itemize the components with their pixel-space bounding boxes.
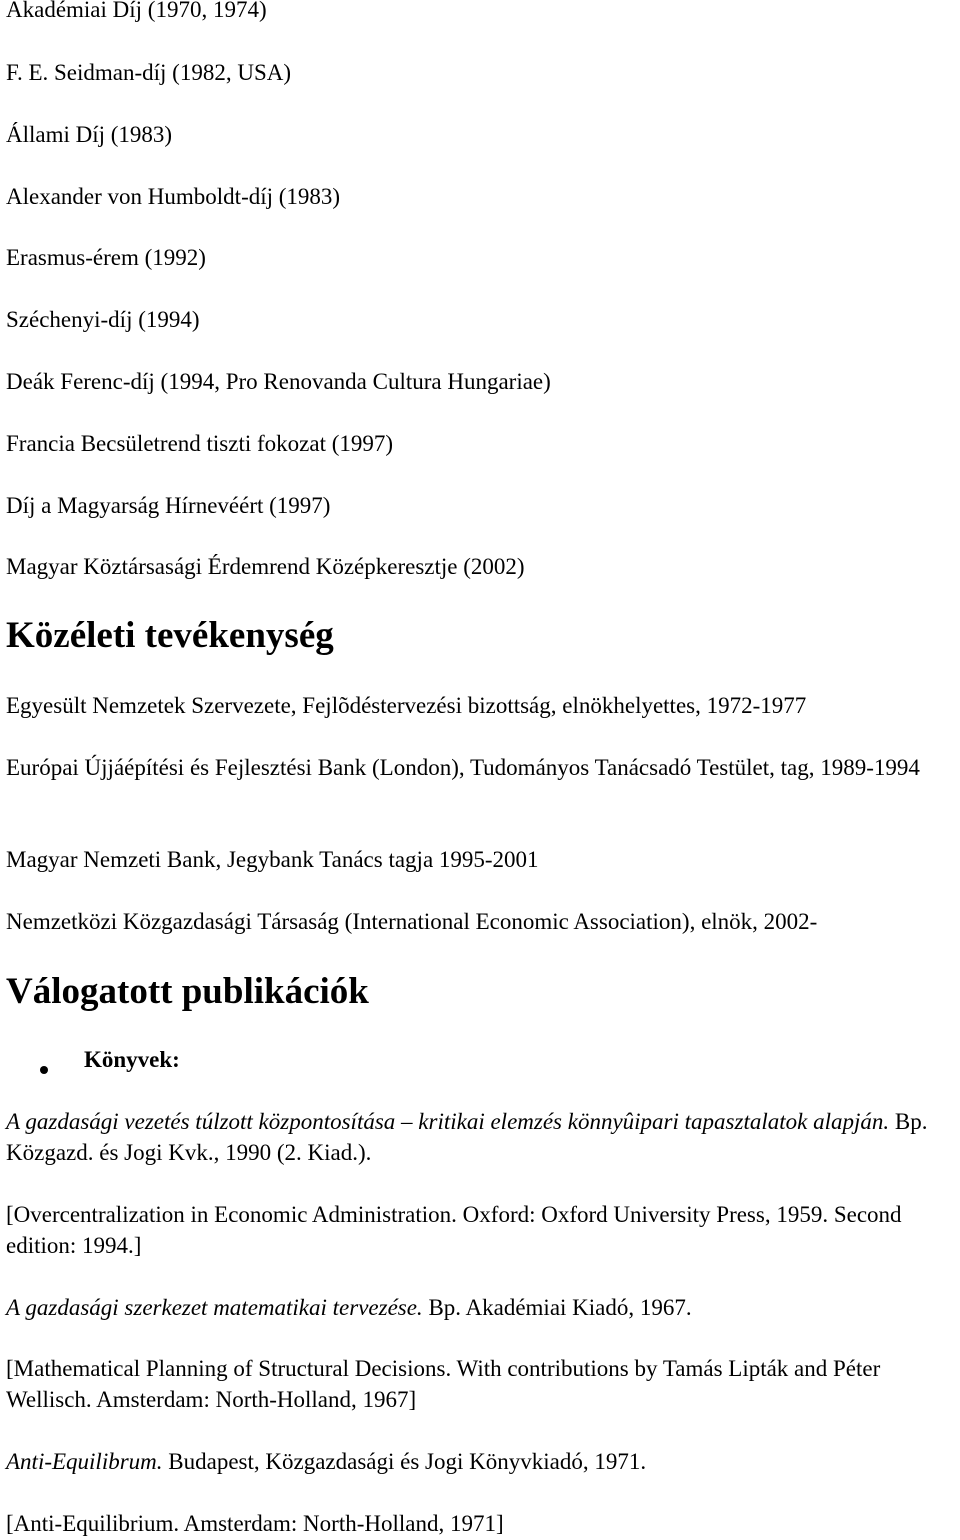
publication-details: [Anti-Equilibrium. Amsterdam: North-Holland, 1971] [6,1511,504,1536]
award-item: Deák Ferenc-díj (1994, Pro Renovanda Cultura Hungariae) [6,369,551,394]
award-item: F. E. Seidman-díj (1982, USA) [6,60,292,85]
publication-details: [Mathematical Planning of Structural Decisions. With contributions by Tamás Lipták and Péter Wellisch. Amsterdam: North-Holland, 1967] [6,1356,881,1412]
award-item: Akadémiai Díj (1970, 1974) [6,0,267,22]
section-heading-public-activity: Közéleti tevékenység [6,615,334,656]
activity-item: Európai Újjáépítési és Fejlesztési Bank (London), Tudományos Tanácsadó Testület, tag, 1989-1994 [6,755,920,780]
award-item: Magyar Köztársasági Érdemrend Középkeresztje (2002) [6,554,525,579]
publication-entry [6,1292,958,1323]
publication-title: A gazdasági vezetés túlzott központosítása – kritikai elemzés könnyûipari tapasztalatok alapján. [6,1109,890,1134]
award-item: Erasmus-érem (1992) [6,245,206,270]
award-item: Francia Becsületrend tiszti fokozat (1997) [6,431,394,456]
award-item: Díj a Magyarság Hírnevéért (1997) [6,493,331,518]
publication-entry [6,1446,958,1477]
publication-details: Bp. Közgazd. és Jogi Kvk., 1990 (2. Kiad.). [6,1109,928,1165]
publication-title: Anti-Equilibrum. [6,1449,163,1474]
publication-entry [6,1199,958,1261]
publication-details: Budapest, Közgazdasági és Jogi Könyvkiadó, 1971. [162,1449,647,1474]
publication-details: Bp. Akadémiai Kiadó, 1967. [422,1295,692,1320]
activity-item: Nemzetközi Közgazdasági Társaság (International Economic Association), elnök, 2002- [6,909,818,934]
activity-item: Magyar Nemzeti Bank, Jegybank Tanács tagja 1995-2001 [6,847,539,872]
publication-details: [Overcentralization in Economic Administration. Oxford: Oxford University Press, 1959. Second edition: 1994.] [6,1202,902,1258]
bullet-icon [40,1066,48,1074]
award-item: Széchenyi-díj (1994) [6,307,200,332]
publication-entry [6,1106,958,1168]
award-item: Állami Díj (1983) [6,122,173,147]
award-item: Alexander von Humboldt-díj (1983) [6,184,341,209]
activity-item: Egyesült Nemzetek Szervezete, Fejlõdéstervezési bizottság, elnökhelyettes, 1972-1977 [6,693,807,718]
section-heading-publications: Válogatott publikációk [6,971,369,1012]
books-label: Könyvek: [84,1047,180,1072]
publication-entry [6,1353,958,1415]
publication-title: A gazdasági szerkezet matematikai tervezése. [6,1295,423,1320]
publication-entry [6,1508,958,1539]
